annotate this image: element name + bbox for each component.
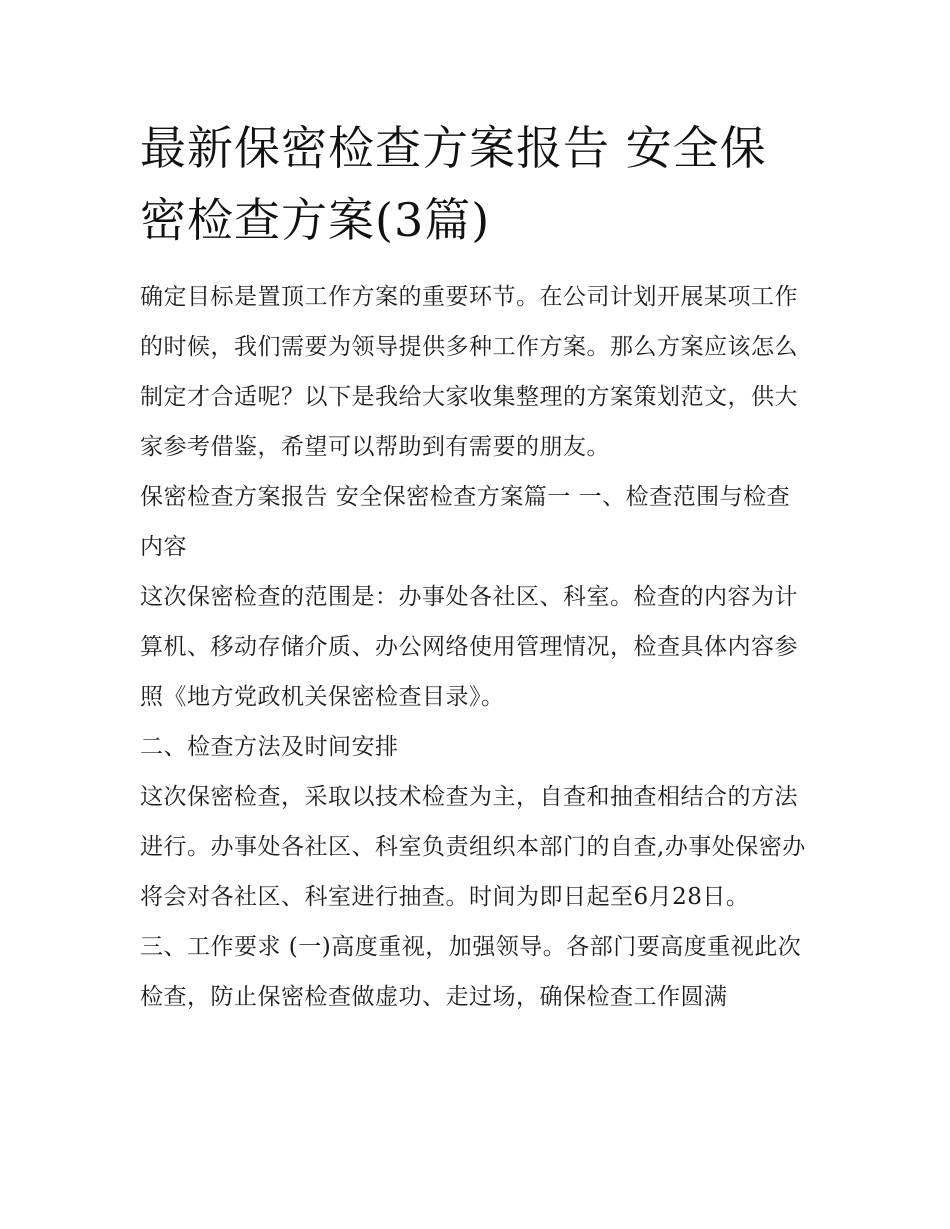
section-two-heading: 二、检查方法及时间安排	[140, 734, 399, 760]
document-page	[140, 112, 812, 1022]
intro-paragraph: 确定目标是置顶工作方案的重要环节。在公司计划开展某项工作的时候，我们需要为领导提供多种工作方案。那么方案应该怎么制定才合适呢？以下是我给大家收集整理的方案策划范文，供大家参考借鉴，希望可以帮助到有需要的朋友。	[140, 284, 798, 460]
scope-paragraph: 这次保密检查的范围是：办事处各社区、科室。检查的内容为计算机、移动存储介质、办公网络使用管理情况，检查具体内容参照《地方党政机关保密检查目录》。	[140, 584, 798, 710]
method-paragraph: 这次保密检查，采取以技术检查为主，自查和抽查相结合的方法进行。办事处各社区、科室负责组织本部门的自查,办事处保密办将会对各社区、科室进行抽查。时间为即日起至6月28日。	[140, 784, 806, 910]
section-one-heading: 保密检查方案报告 安全保密检查方案篇一 一、检查范围与检查内容	[140, 484, 791, 560]
document-body	[140, 272, 812, 1022]
document-title: 最新保密检查方案报告 安全保密检查方案(3篇)	[140, 121, 767, 247]
requirements-paragraph: 三、工作要求 (一)高度重视，加强领导。各部门要高度重视此次检查，防止保密检查做虚功、走过场，确保检查工作圆满	[140, 934, 802, 1010]
